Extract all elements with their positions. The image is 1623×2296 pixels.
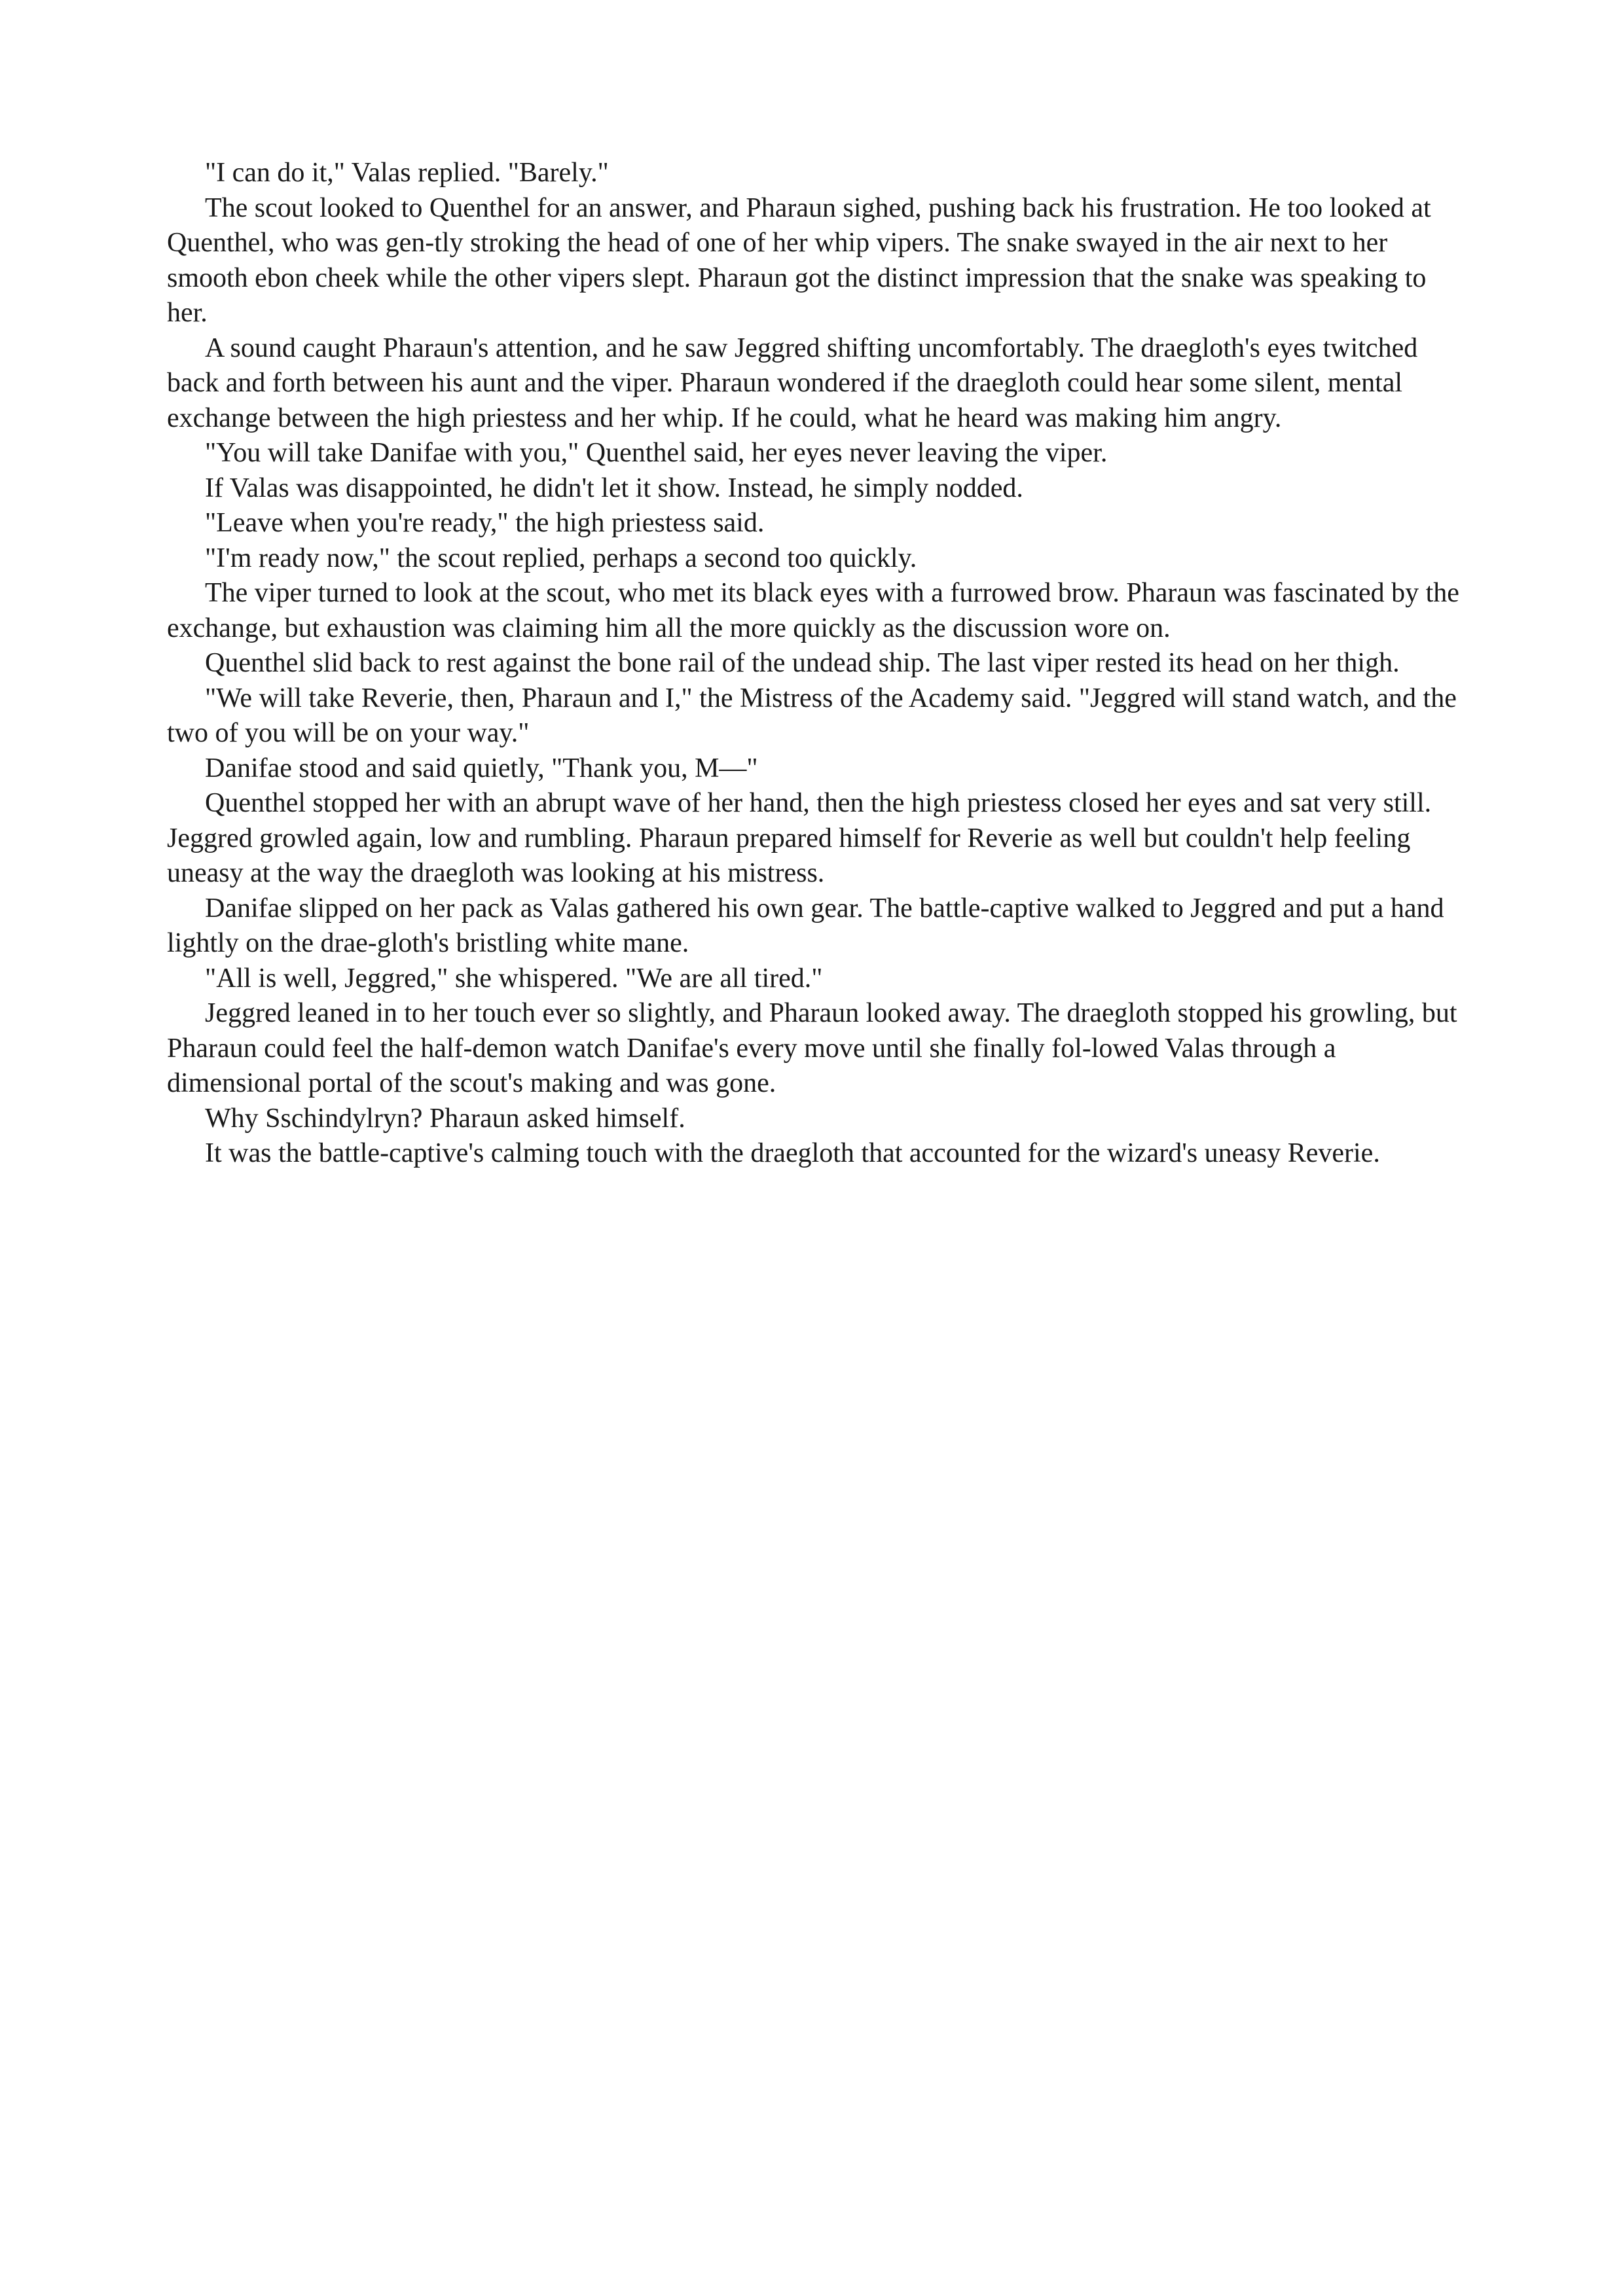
paragraph: "You will take Danifae with you," Quenthel said, her eyes never leaving the viper. (205, 438, 1108, 468)
paragraph: Danifae slipped on her pack as Valas gathered his own gear. The battle-captive walked to Jeggred and put a hand lightly on the drae-gloth's bristling white mane. (167, 893, 1444, 958)
paragraph: "All is well, Jeggred," she whispered. "We are all tired." (205, 963, 823, 994)
body-text (167, 156, 1460, 1172)
paragraph: The viper turned to look at the scout, who met its black eyes with a furrowed brow. Pharaun was fascinated by the exchange, but exhaustion was claiming him all the more quickly as the discussion wore on. (167, 578, 1459, 643)
paragraph: Jeggred leaned in to her touch ever so slightly, and Pharaun looked away. The draegloth stopped his growling, but Pharaun could feel the half-demon watch Danifae's every move until she finally fol-lowed Valas through a dimensional portal of the scout's making and was gone. (167, 998, 1457, 1098)
paragraph: Quenthel slid back to rest against the bone rail of the undead ship. The last viper rested its head on her thigh. (205, 648, 1400, 678)
paragraph: A sound caught Pharaun's attention, and he saw Jeggred shifting uncomfortably. The draegloth's eyes twitched back and forth between his aunt and the viper. Pharaun wondered if the draegloth could hear some silent, mental exchange between the high priestess and her whip. If he could, what he heard was making him angry. (167, 332, 1418, 433)
paragraph: If Valas was disappointed, he didn't let it show. Instead, he simply nodded. (205, 473, 1023, 503)
paragraph: It was the battle-captive's calming touch with the draegloth that accounted for the wizard's uneasy Reverie. (205, 1138, 1380, 1168)
paragraph: "I can do it," Valas replied. "Barely." (205, 158, 609, 188)
paragraph: Why Sschindylryn? Pharaun asked himself. (205, 1103, 685, 1134)
paragraph: "I'm ready now," the scout replied, perhaps a second too quickly. (205, 543, 917, 573)
paragraph: The scout looked to Quenthel for an answer, and Pharaun sighed, pushing back his frustration. He too looked at Quenthel, who was gen-tly stroking the head of one of her whip vipers. The snake swayed in the air next to her smooth ebon cheek while the other vipers slept. Pharaun got the distinct impression that the snake was speaking to her. (167, 192, 1431, 328)
paragraph: "We will take Reverie, then, Pharaun and I," the Mistress of the Academy said. "Jeggred will stand watch, and the two of you will be on your way." (167, 683, 1457, 748)
paragraph: Danifae stood and said quietly, "Thank you, M—" (205, 753, 758, 783)
paragraph: "Leave when you're ready," the high priestess said. (205, 508, 765, 538)
paragraph: Quenthel stopped her with an abrupt wave of her hand, then the high priestess closed her eyes and sat very still. Jeggred growled again, low and rumbling. Pharaun prepared himself for Reverie as well but couldn't help feeling uneasy at the way the draegloth was looking at his mistress. (167, 788, 1432, 888)
